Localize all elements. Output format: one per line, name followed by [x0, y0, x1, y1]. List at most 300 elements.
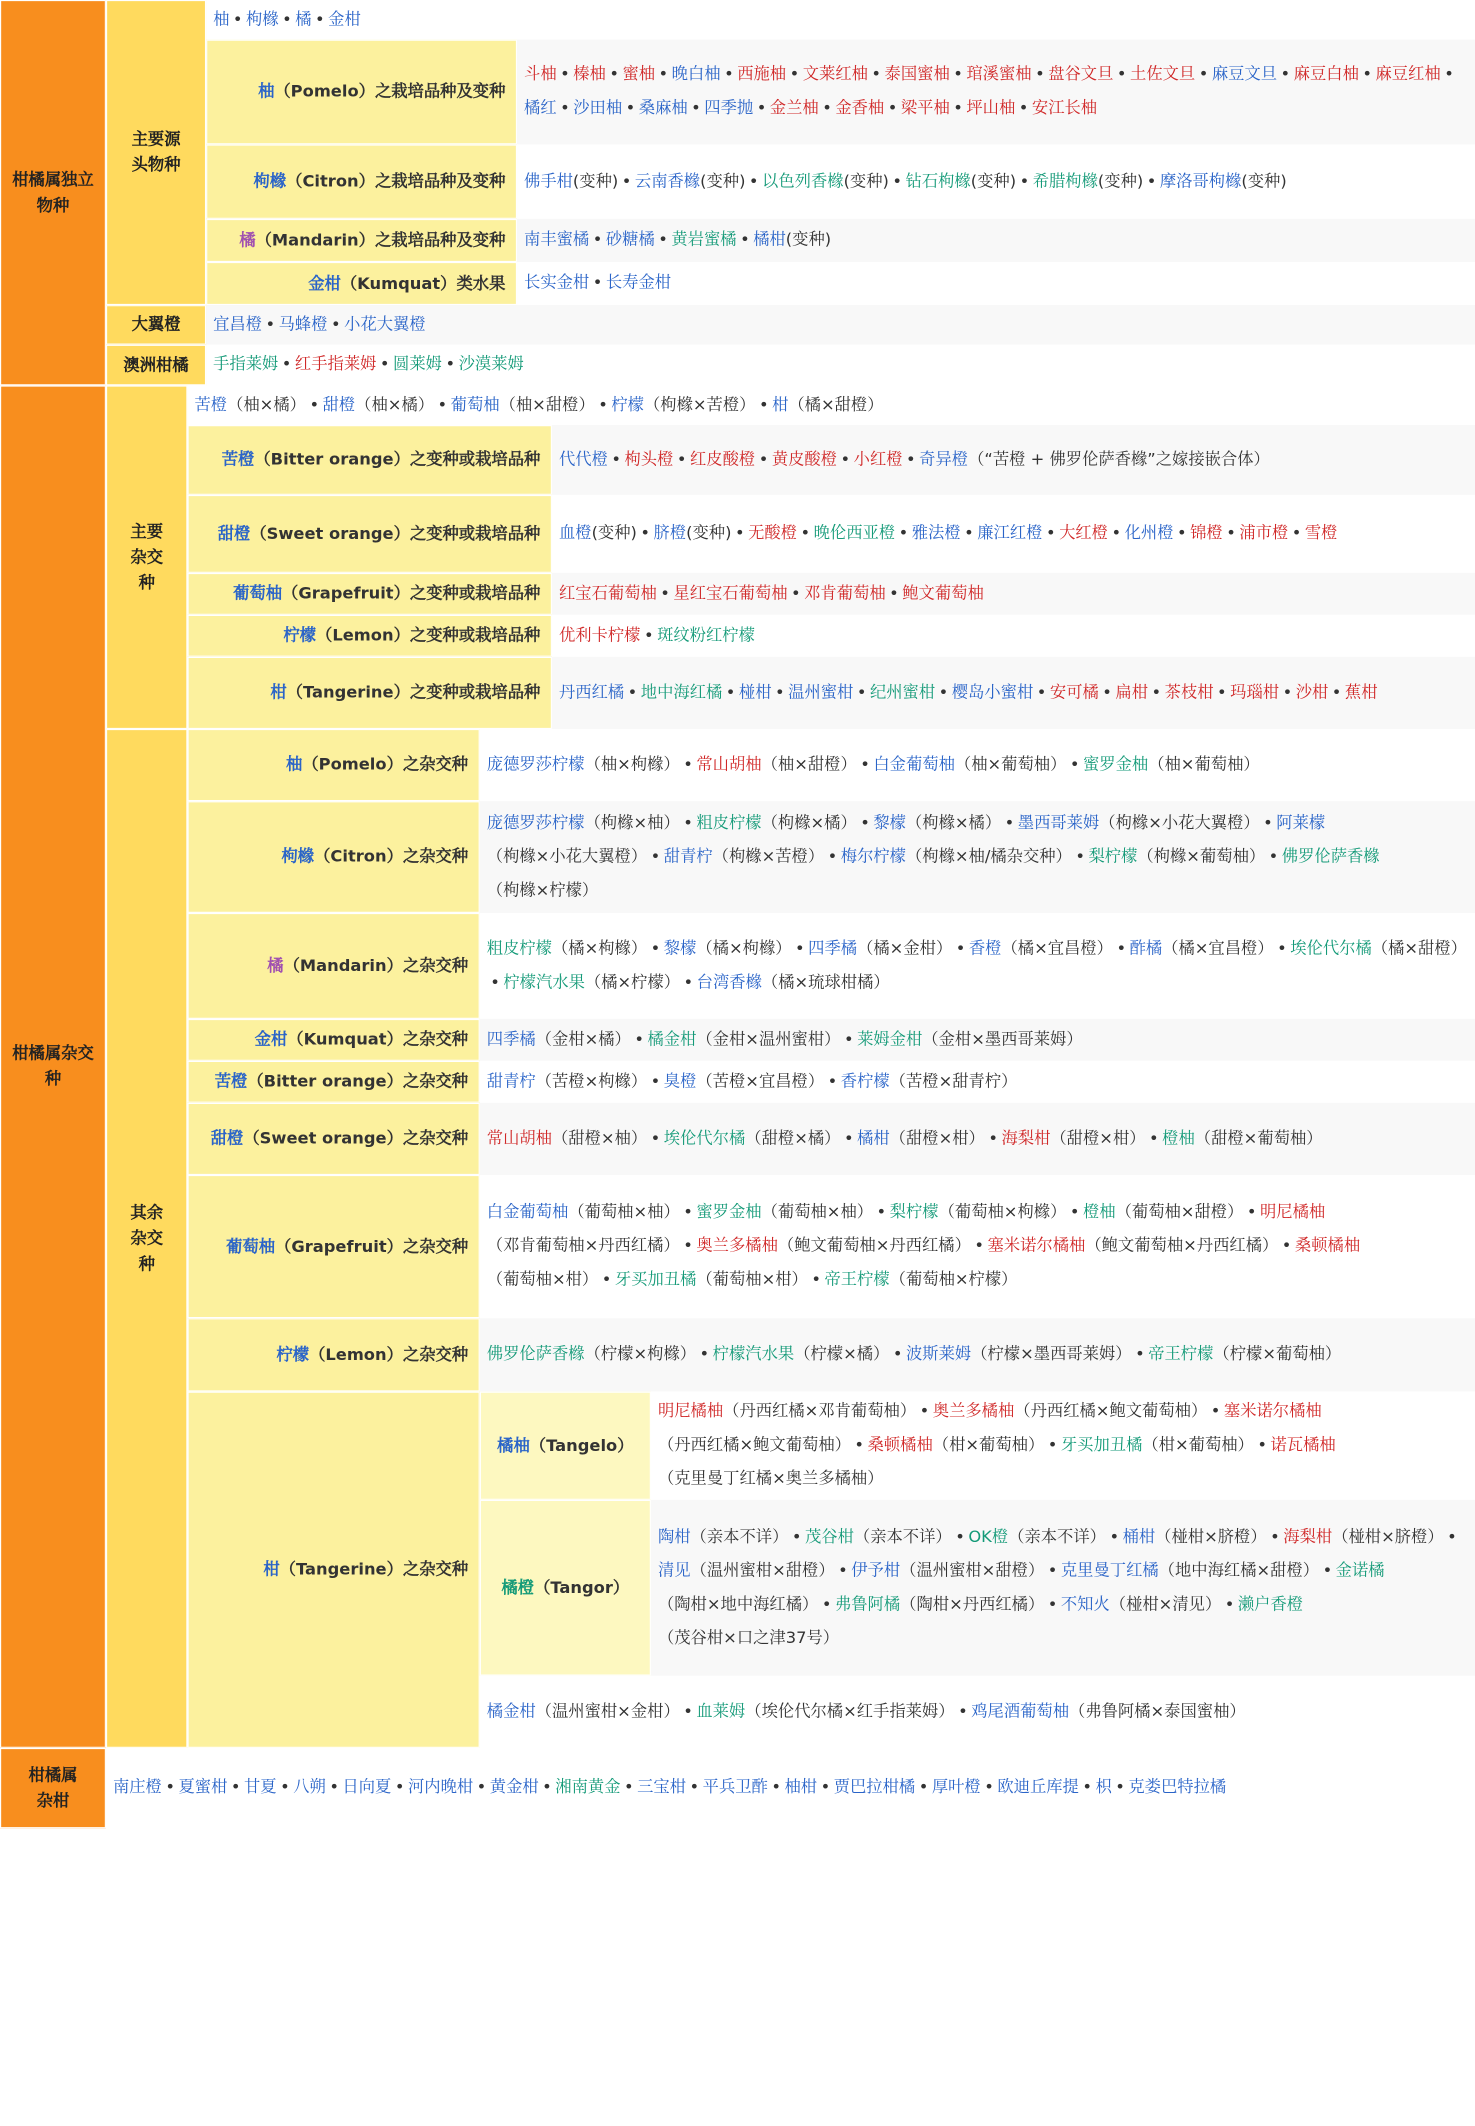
citrus-link[interactable]: 小红橙	[853, 450, 903, 469]
separator-dot: •	[1082, 1778, 1092, 1797]
parentage-note: （亲本不详）	[1008, 1527, 1106, 1546]
header-link[interactable]: 金柑	[308, 274, 341, 293]
parentage-note: （埃伦代尔橘×红手指莱姆）	[745, 1701, 955, 1721]
citrus-link[interactable]: 橘红	[524, 98, 557, 118]
citrus-link[interactable]: 克娄巴特拉橘	[1128, 1778, 1227, 1797]
citrus-link[interactable]: 黎檬	[663, 939, 697, 958]
parentage-note: （柚×橘）	[355, 395, 435, 414]
citrus-link[interactable]: 桑顿橘柚	[867, 1435, 933, 1455]
parentage-note: （丹西红橘×鲍文葡萄柚）	[657, 1435, 851, 1455]
group-label-main-hybrids	[106, 385, 188, 729]
citrus-link[interactable]: 粗皮柠檬	[486, 939, 552, 958]
citrus-link[interactable]: 梁平柚	[900, 98, 950, 118]
citrus-link[interactable]: 苦橙	[194, 395, 228, 414]
citrus-link[interactable]: 枳	[1095, 1778, 1112, 1797]
parentage-note: （地中海红橘×甜橙）	[1158, 1561, 1320, 1580]
row-header-citron-cultivars	[206, 144, 517, 219]
separator-dot: •	[1177, 524, 1187, 543]
separator-dot: •	[1257, 1435, 1267, 1455]
citrus-link[interactable]: 以色列香橼	[762, 171, 844, 191]
parentage-note: （苦橙×甜青柠）	[889, 1071, 1018, 1091]
separator-dot: •	[821, 1594, 832, 1614]
citrus-link[interactable]: 欧迪丘库提	[997, 1778, 1079, 1797]
row-content	[206, 305, 1475, 345]
parentage-note: （葡萄柚×柠檬）	[889, 1270, 1018, 1290]
citrus-link[interactable]: 蜜罗金柚	[696, 1202, 762, 1222]
citrus-link[interactable]: 粗皮柠檬	[696, 813, 762, 833]
separator-dot: •	[919, 1402, 930, 1421]
header-suffix: （Pomelo）之杂交种	[302, 755, 469, 775]
separator-dot: •	[974, 1236, 985, 1256]
separator-dot: •	[658, 230, 668, 250]
row-content	[552, 573, 1475, 615]
citrus-link[interactable]: 橘金柑	[647, 1030, 697, 1049]
separator-dot: •	[1116, 65, 1127, 84]
citrus-link[interactable]: 塞米诺尔橘柚	[987, 1236, 1086, 1256]
separator-dot: •	[445, 355, 456, 374]
citrus-link[interactable]: 茂谷柑	[804, 1527, 854, 1546]
citrus-link[interactable]: 奥兰多橘柚	[932, 1402, 1015, 1421]
citrus-link[interactable]: 橘柑	[857, 1128, 890, 1148]
citrus-link[interactable]: 希腊枸橼	[1032, 171, 1098, 191]
separator-dot: •	[771, 1778, 781, 1797]
citrus-link[interactable]: 甜青柠	[486, 1071, 536, 1091]
separator-dot: •	[601, 1270, 612, 1290]
citrus-link[interactable]: 墨西哥莱姆	[1017, 813, 1100, 833]
separator-dot: •	[791, 1527, 802, 1546]
citrus-link[interactable]: 四季抛	[704, 98, 754, 118]
parentage-note: （橘×金柑）	[857, 939, 953, 958]
separator-dot: •	[683, 755, 693, 774]
citrus-link[interactable]: 沙柑	[1295, 682, 1329, 702]
citrus-link[interactable]: 酢橘	[1129, 939, 1163, 958]
parentage-note: (变种)	[843, 171, 889, 191]
citrus-link[interactable]: 斗柚	[524, 65, 557, 84]
citrus-link[interactable]: 庞德罗莎柠檬	[486, 813, 585, 833]
separator-dot: •	[560, 65, 570, 84]
header-link[interactable]: 枸橼	[253, 172, 287, 191]
citrus-link[interactable]: 柠檬汽水果	[712, 1344, 795, 1364]
separator-dot: •	[650, 847, 661, 866]
header-link[interactable]: 橘橙	[501, 1578, 535, 1598]
separator-dot: •	[953, 98, 963, 118]
citrus-link[interactable]: 厚叶橙	[931, 1778, 981, 1797]
citrus-link[interactable]: 黄金柑	[489, 1778, 539, 1797]
citrus-link[interactable]: 蜜柚	[622, 65, 656, 84]
separator-dot: •	[822, 98, 832, 118]
header-suffix: （Kumquat）之杂交种	[287, 1030, 469, 1050]
separator-dot: •	[955, 1527, 965, 1546]
citrus-link[interactable]: 榛柚	[573, 65, 606, 84]
citrus-link[interactable]: 柠檬汽水果	[503, 972, 585, 992]
parentage-note: （克里曼丁红橘×奥兰多橘柚）	[657, 1469, 884, 1489]
header-link[interactable]: 苦橙	[214, 1072, 248, 1092]
separator-dot: •	[758, 450, 769, 469]
citrus-link[interactable]: 黎檬	[873, 813, 906, 833]
separator-dot: •	[1115, 1778, 1125, 1797]
separator-dot: •	[1322, 1561, 1333, 1580]
parentage-note: （“苦橙 + 佛罗伦萨香橼”之嫁接嵌合体）	[968, 450, 1270, 469]
citrus-link[interactable]: 枸头橙	[624, 450, 674, 469]
row-content	[187, 385, 1475, 425]
header-link[interactable]: 柑	[270, 683, 287, 703]
citrus-link[interactable]: 丹西红橘	[558, 682, 625, 702]
citrus-link[interactable]: 红皮酸橙	[690, 450, 756, 469]
citrus-link[interactable]: 麻豆红柚	[1375, 65, 1441, 84]
separator-dot: •	[331, 314, 341, 334]
citrus-link[interactable]: 四季橘	[486, 1030, 536, 1049]
citrus-link[interactable]: 梅尔柠檬	[840, 847, 906, 866]
parentage-note: （葡萄柚×枸橼）	[938, 1202, 1067, 1222]
citrus-link[interactable]: 葡萄柚	[450, 395, 500, 414]
separator-dot: •	[1069, 1202, 1080, 1222]
citrus-link[interactable]: 无酸橙	[748, 524, 797, 543]
group-label-text: 澳洲柑橘	[123, 355, 189, 375]
citrus-link[interactable]: 湘南黄金	[555, 1778, 621, 1797]
citrus-link[interactable]: 河内晚柑	[407, 1778, 474, 1797]
citrus-link[interactable]: 常山胡柚	[486, 1128, 552, 1148]
citrus-link[interactable]: 奇异橙	[919, 450, 969, 469]
header-suffix: （Citron）之栽培品种及变种	[286, 172, 506, 191]
citrus-link[interactable]: 台湾香橼	[696, 972, 762, 992]
citrus-link[interactable]: 脐橙	[653, 524, 687, 543]
parentage-note: （枸橼×苦橙）	[712, 847, 825, 866]
group-label-independent	[0, 0, 106, 385]
citrus-link[interactable]: 柚	[213, 9, 230, 29]
header-link[interactable]: 柚	[286, 755, 303, 775]
citrus-link[interactable]: 麻豆文旦	[1211, 65, 1278, 84]
citrus-link[interactable]: 手指莱姆	[213, 355, 279, 374]
citrus-link[interactable]: 红宝石葡萄柚	[558, 583, 657, 603]
header-link[interactable]: 金柑	[254, 1030, 288, 1050]
separator-dot: •	[756, 98, 767, 118]
citrus-link[interactable]: 琯溪蜜柚	[966, 65, 1032, 84]
separator-dot: •	[282, 9, 292, 29]
citrus-link[interactable]: 常山胡柚	[696, 755, 762, 774]
parentage-note: （亲本不详）	[853, 1527, 952, 1546]
citrus-link[interactable]: 明尼橘柚	[657, 1402, 724, 1421]
citrus-link[interactable]: 斑纹粉红柠檬	[657, 625, 755, 645]
header-link[interactable]: 橘	[239, 231, 256, 250]
header-suffix: （Lemon）之杂交种	[309, 1345, 469, 1365]
row-header-tangerine-hybrids	[187, 1392, 479, 1748]
citrus-link[interactable]: 沙田柚	[573, 98, 623, 118]
citrus-link[interactable]: 西施柚	[737, 65, 787, 84]
citrus-link[interactable]: 邓肯葡萄柚	[804, 583, 886, 603]
citrus-link[interactable]: 廉江红橙	[977, 524, 1043, 543]
row-header-text	[218, 521, 541, 547]
citrus-link[interactable]: 埃伦代尔橘	[1290, 939, 1372, 958]
separator-dot: •	[1268, 847, 1279, 866]
separator-dot: •	[953, 65, 963, 84]
citrus-link[interactable]: 三宝柑	[637, 1778, 687, 1797]
citrus-link[interactable]: 钻石枸橼	[905, 171, 971, 191]
separator-dot: •	[795, 939, 805, 958]
citrus-link[interactable]: 大红橙	[1059, 524, 1108, 543]
citrus-link[interactable]: 宜昌橙	[213, 314, 263, 334]
citrus-link[interactable]: 四季橘	[808, 939, 858, 958]
separator-dot: •	[329, 1778, 339, 1797]
citrus-link[interactable]: 莱姆金柑	[857, 1030, 923, 1049]
citrus-link[interactable]: 小花大翼橙	[344, 314, 426, 334]
citrus-link[interactable]: 椪柑	[738, 682, 772, 702]
parentage-note: (变种)	[1097, 171, 1144, 191]
citrus-link[interactable]: 砂糖橘	[605, 230, 655, 250]
citrus-link[interactable]: 扁柑	[1115, 682, 1149, 702]
parentage-note: （甜橙×柑）	[889, 1128, 985, 1148]
separator-dot: •	[611, 450, 621, 469]
row-header-text	[255, 1027, 468, 1053]
group-label-misc	[0, 1748, 106, 1828]
citrus-link[interactable]: OK橙	[968, 1527, 1009, 1546]
citrus-link[interactable]: 晚伦西亚橙	[813, 524, 896, 543]
citrus-link[interactable]: 盘谷文旦	[1048, 65, 1114, 84]
row-header-grapefruit-hybrids	[187, 1175, 479, 1318]
citrus-link[interactable]: 蕉柑	[1344, 682, 1378, 702]
separator-dot: •	[958, 1701, 968, 1721]
citrus-link[interactable]: 明尼橘柚	[1259, 1202, 1326, 1222]
citrus-link[interactable]: 安可橘	[1049, 682, 1099, 702]
citrus-link[interactable]: 橘柑	[753, 230, 786, 250]
separator-dot: •	[634, 1030, 644, 1049]
citrus-link[interactable]: 伊予柑	[851, 1561, 901, 1580]
parentage-note: （柠檬×枸橼）	[584, 1344, 697, 1364]
citrus-link[interactable]: 阿莱檬	[1276, 813, 1326, 833]
parentage-note: （枸橼×小花大翼橙）	[1099, 813, 1260, 833]
header-link[interactable]: 橘	[267, 956, 284, 976]
separator-dot: •	[898, 524, 909, 543]
header-link[interactable]: 柠檬	[283, 626, 317, 646]
citrus-link[interactable]: 樱岛小蜜柑	[951, 682, 1034, 702]
row-header-text	[308, 271, 505, 297]
separator-dot: •	[1116, 939, 1127, 958]
citrus-link[interactable]: 浦市橙	[1239, 524, 1289, 543]
citrus-link[interactable]: 蜜罗金柚	[1082, 755, 1149, 774]
citrus-link[interactable]: 梨柠檬	[889, 1202, 939, 1222]
citrus-link[interactable]: 代代橙	[558, 450, 608, 469]
citrus-link[interactable]: 海梨柑	[1283, 1527, 1333, 1546]
header-link[interactable]: 柠檬	[276, 1345, 310, 1365]
citrus-link[interactable]: 鸡尾酒葡萄柚	[971, 1701, 1070, 1721]
citrus-link[interactable]: 梨柠檬	[1088, 847, 1138, 866]
citrus-link[interactable]: 优利卡柠檬	[558, 625, 641, 645]
parentage-note: （椪柑×脐橙）	[1332, 1527, 1444, 1546]
citrus-link[interactable]: 金柑	[328, 9, 361, 29]
citrus-link[interactable]: 不知火	[1060, 1594, 1110, 1614]
citrus-link[interactable]: 夏蜜柑	[178, 1778, 228, 1797]
citrus-link[interactable]: 坪山柚	[966, 98, 1016, 118]
citrus-link[interactable]: 橘金柑	[486, 1701, 536, 1721]
citrus-link[interactable]: 雅法橙	[911, 524, 961, 543]
citrus-link[interactable]: 甜青柠	[663, 847, 713, 866]
citrus-link[interactable]: 濑户香橙	[1237, 1594, 1304, 1614]
citrus-link[interactable]: 摩洛哥枸橼	[1159, 171, 1242, 191]
separator-dot: •	[820, 1778, 831, 1797]
row-header-lemon-hybrids	[187, 1318, 479, 1391]
separator-dot: •	[609, 65, 619, 84]
citrus-link[interactable]: 克里曼丁红橘	[1060, 1561, 1159, 1580]
row-header-text	[267, 953, 468, 979]
parentage-note: （柚×甜橙）	[761, 755, 857, 774]
citrus-link[interactable]: 晚白柚	[671, 65, 721, 84]
citrus-link[interactable]: 波斯莱姆	[905, 1344, 972, 1364]
row-content	[517, 40, 1475, 145]
row-content	[480, 1061, 1475, 1103]
citrus-link[interactable]: 贾巴拉柑橘	[833, 1778, 916, 1797]
separator-dot: •	[789, 65, 800, 84]
citrus-link[interactable]: 马蜂橙	[278, 314, 328, 334]
citrus-link[interactable]: 柠檬	[611, 395, 644, 414]
separator-dot: •	[650, 1071, 661, 1091]
citrus-link[interactable]: 臭橙	[663, 1071, 697, 1091]
separator-dot: •	[1047, 1594, 1058, 1614]
citrus-link[interactable]: 南丰蜜橘	[524, 230, 590, 250]
citrus-link[interactable]: 圆莱姆	[393, 355, 442, 374]
separator-dot: •	[988, 1128, 998, 1148]
citrus-link[interactable]: 清见	[657, 1561, 691, 1580]
row-content	[106, 1748, 1475, 1828]
citrus-link[interactable]: 桑麻柚	[638, 98, 688, 118]
citrus-link[interactable]: 桑顿橘柚	[1294, 1236, 1361, 1256]
separator-dot: •	[1135, 1344, 1145, 1364]
parentage-note: （茂谷柑×口之津37号）	[657, 1628, 840, 1648]
header-link[interactable]: 葡萄柚	[233, 584, 283, 604]
parentage-note: （金柑×墨西哥莱姆）	[922, 1030, 1083, 1049]
separator-dot: •	[1281, 1236, 1292, 1256]
citrus-link[interactable]: 白金葡萄柚	[486, 1202, 569, 1222]
citrus-link[interactable]: 橘	[295, 9, 312, 29]
citrus-link[interactable]: 甘夏	[243, 1778, 277, 1797]
citrus-link[interactable]: 鲍文葡萄柚	[902, 583, 984, 603]
citrus-link[interactable]: 雪橙	[1304, 524, 1338, 543]
separator-dot: •	[984, 1778, 994, 1797]
citrus-link[interactable]: 南庄橙	[112, 1778, 162, 1797]
citrus-link[interactable]: 枸橼	[246, 9, 279, 29]
parentage-note: （陶柑×地中海红橘）	[657, 1594, 819, 1614]
citrus-link[interactable]: 陶柑	[657, 1527, 691, 1546]
separator-dot: •	[1075, 847, 1085, 866]
row-header-lemon-cultivars	[187, 615, 551, 657]
citrus-link[interactable]: 诺瓦橘柚	[1270, 1435, 1336, 1455]
header-suffix: （Sweet orange）之变种或栽培品种	[250, 524, 541, 544]
header-link[interactable]: 柚	[258, 82, 275, 102]
citrus-link[interactable]: 弗鲁阿橘	[834, 1594, 901, 1614]
citrus-link[interactable]: 白金葡萄柚	[873, 755, 955, 774]
citrus-link[interactable]: 长寿金柑	[605, 273, 672, 293]
separator-dot: •	[876, 1202, 887, 1222]
citrus-link[interactable]: 塞米诺尔橘柚	[1223, 1402, 1322, 1421]
citrus-link[interactable]: 柚柑	[784, 1778, 818, 1797]
citrus-link[interactable]: 黄皮酸橙	[771, 450, 838, 469]
row-header-text	[254, 169, 506, 195]
separator-dot: •	[683, 813, 693, 833]
citrus-link[interactable]: 长实金柑	[524, 273, 590, 293]
header-link[interactable]: 柑	[263, 1560, 280, 1580]
citrus-link[interactable]: 黄岩蜜橘	[671, 230, 737, 250]
header-suffix: （Mandarin）之栽培品种及变种	[255, 231, 506, 250]
citrus-link[interactable]: 星红宝石葡萄柚	[673, 583, 788, 603]
separator-dot: •	[1109, 1527, 1120, 1546]
citrus-link[interactable]: 佛罗伦萨香橼	[1281, 847, 1380, 866]
citrus-link[interactable]: 柑	[772, 395, 789, 414]
citrus-link[interactable]: 地中海红橘	[640, 682, 723, 702]
citrus-link[interactable]: 土佐文旦	[1130, 65, 1196, 84]
citrus-link[interactable]: 帝王柠檬	[824, 1270, 890, 1290]
header-suffix: （Tangor）	[534, 1578, 630, 1598]
citrus-link[interactable]: 茶枝柑	[1164, 682, 1214, 702]
header-link[interactable]: 甜橙	[210, 1129, 244, 1149]
citrus-link[interactable]: 帝王柠檬	[1148, 1344, 1214, 1364]
citrus-link[interactable]: 金诺橘	[1335, 1561, 1385, 1580]
citrus-link[interactable]: 泰国蜜柚	[884, 65, 950, 84]
separator-dot: •	[843, 1030, 854, 1049]
citrus-link[interactable]: 日向夏	[342, 1778, 392, 1797]
separator-dot: •	[758, 395, 769, 414]
citrus-link[interactable]: 血橙	[558, 524, 592, 543]
parentage-note: （苦橙×枸橼）	[535, 1071, 648, 1091]
citrus-link[interactable]: 桶柑	[1122, 1527, 1156, 1546]
citrus-link[interactable]: 纪州蜜柑	[869, 682, 936, 702]
citrus-link[interactable]: 橙柚	[1082, 1202, 1116, 1222]
header-suffix: （Kumquat）类水果	[340, 274, 506, 293]
citrus-link[interactable]: 化州橙	[1124, 524, 1174, 543]
citrus-link[interactable]: 香橙	[968, 939, 1002, 958]
parentage-note: （橘×枸橼）	[551, 939, 648, 958]
citrus-link[interactable]: 奥兰多橘柚	[696, 1236, 778, 1256]
separator-dot: •	[1019, 171, 1030, 191]
separator-dot: •	[889, 583, 899, 603]
citrus-link[interactable]: 牙买加丑橘	[614, 1270, 697, 1290]
separator-dot: •	[1069, 755, 1080, 774]
citrus-link[interactable]: 温州蜜柑	[788, 682, 854, 702]
header-link[interactable]: 橘柚	[497, 1436, 530, 1456]
citrus-link[interactable]: 金香柚	[835, 98, 885, 118]
citrus-link[interactable]: 平兵卫酢	[702, 1778, 768, 1797]
citrus-link[interactable]: 牙买加丑橘	[1060, 1435, 1143, 1455]
citrus-link[interactable]: 文莱红柚	[802, 65, 868, 84]
header-suffix: （Citron）之杂交种	[314, 847, 469, 867]
citrus-link[interactable]: 红手指莱姆	[294, 355, 377, 374]
citrus-link[interactable]: 海梨柑	[1001, 1128, 1051, 1148]
citrus-link[interactable]: 安江长柚	[1031, 98, 1098, 118]
header-link[interactable]: 葡萄柚	[226, 1237, 276, 1256]
separator-dot: •	[476, 1778, 487, 1797]
citrus-link[interactable]: 橙柚	[1162, 1128, 1195, 1148]
row-header-text	[258, 79, 505, 105]
header-suffix: （Pomelo）之栽培品种及变种	[274, 82, 506, 102]
header-link[interactable]: 苦橙	[221, 450, 255, 470]
header-link[interactable]: 枸橼	[281, 847, 315, 867]
citrus-link[interactable]: 血莱姆	[696, 1701, 746, 1721]
parentage-note: （橘×柠檬）	[584, 972, 681, 992]
parentage-note: (变种)	[591, 524, 637, 543]
citrus-link[interactable]: 八朔	[293, 1778, 326, 1797]
citrus-link[interactable]: 金兰柚	[769, 98, 819, 118]
citrus-link[interactable]: 佛罗伦萨香橼	[486, 1344, 585, 1364]
row-content	[480, 1019, 1475, 1061]
citrus-link[interactable]: 庞德罗莎柠檬	[486, 755, 585, 774]
citrus-link[interactable]: 云南香橼	[634, 171, 701, 191]
header-link[interactable]: 甜橙	[217, 524, 251, 544]
citrus-link[interactable]: 香柠檬	[840, 1071, 890, 1091]
citrus-link[interactable]: 佛手柑	[524, 171, 573, 191]
citrus-link[interactable]: 埃伦代尔橘	[663, 1128, 746, 1148]
citrus-link[interactable]: 甜橙	[322, 395, 356, 414]
citrus-link[interactable]: 麻豆白柚	[1293, 65, 1359, 84]
citrus-link[interactable]: 锦橙	[1190, 524, 1223, 543]
citrus-link[interactable]: 沙漠莱姆	[458, 355, 524, 374]
citrus-link[interactable]: 玛瑙柑	[1230, 682, 1280, 702]
